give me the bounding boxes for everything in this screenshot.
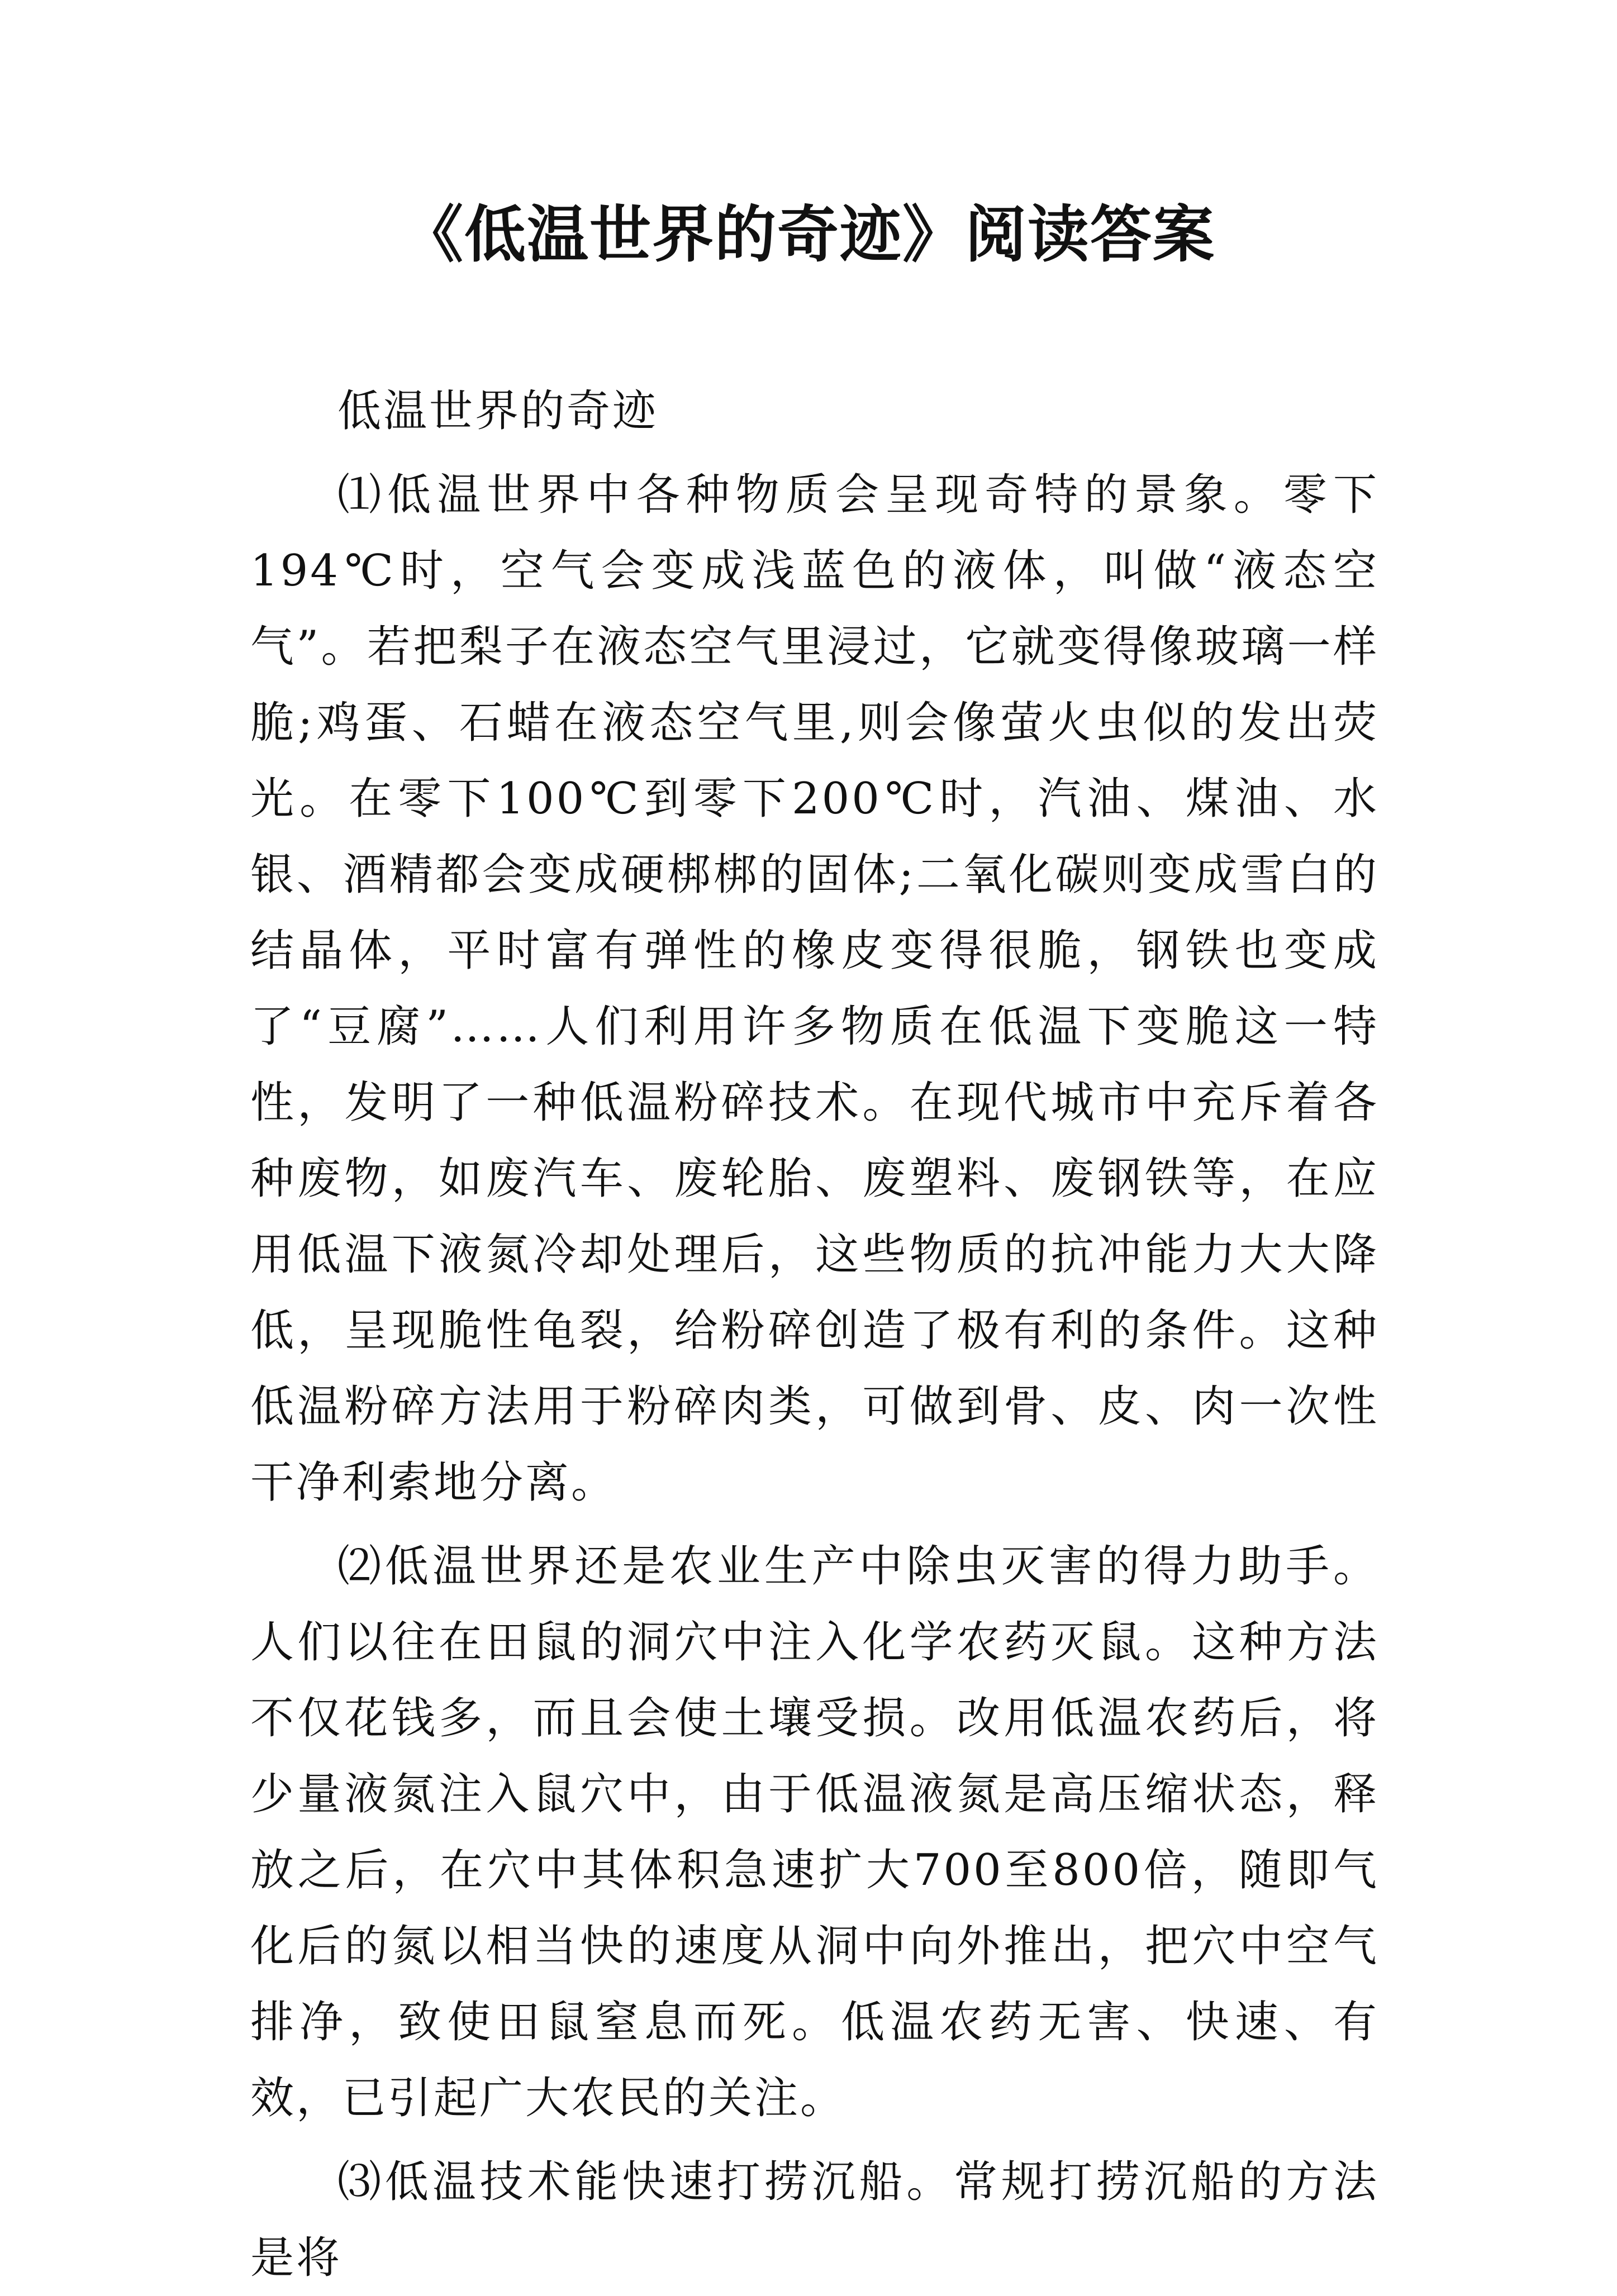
article-subtitle: 低温世界的奇迹 <box>337 386 659 436</box>
paragraph-1: ⑴低温世界中各种物质会呈现奇特的景象。零下194℃时，空气会变成浅蓝色的液体，叫做“液态空气”。若把梨子在液态空气里浸过，它就变得像玻璃一样脆;鸡蛋、石蜡在液态空气里,则会像萤火虫似的发出荧光。在零下100℃到零下200℃时，汽油、煤油、水银、酒精都会变成硬梆梆的固体;二氧化碳则变成雪白的结晶体，平时富有弹性的橡皮变得很脆，钢铁也变成了“豆腐”……人们利用许多物质在低温下变脆这一特性，发明了一种低温粉碎技术。在现代城市中充斥着各种废物，如废汽车、废轮胎、废塑料、废钢铁等，在应用低温下液氮冷却处理后，这些物质的抗冲能力大大降低，呈现脆性龟裂，给粉碎创造了极有利的条件。这种低温粉碎方法用于粉碎肉类，可做到骨、皮、肉一次性干净利索地分离。 <box>250 470 1379 1508</box>
paragraph-2: ⑵低温世界还是农业生产中除虫灭害的得力助手。人们以往在田鼠的洞穴中注入化学农药灭鼠。这种方法不仅花钱多，而且会使土壤受损。改用低温农药后，将少量液氮注入鼠穴中，由于低温液氮是高压缩状态，释放之后，在穴中其体积急速扩大700至800倍，随即气化后的氮以相当快的速度从洞中向外推出，把穴中空气排净，致使田鼠窒息而死。低温农药无害、快速、有效，已引起广大农民的关注。 <box>250 1541 1379 2123</box>
paragraph-3: ⑶低温技术能快速打捞沉船。常规打捞沉船的方法是将 <box>250 2157 1379 2283</box>
article-body <box>250 373 1379 2296</box>
document-title: 《低温世界的奇迹》阅读答案 <box>402 198 1215 270</box>
